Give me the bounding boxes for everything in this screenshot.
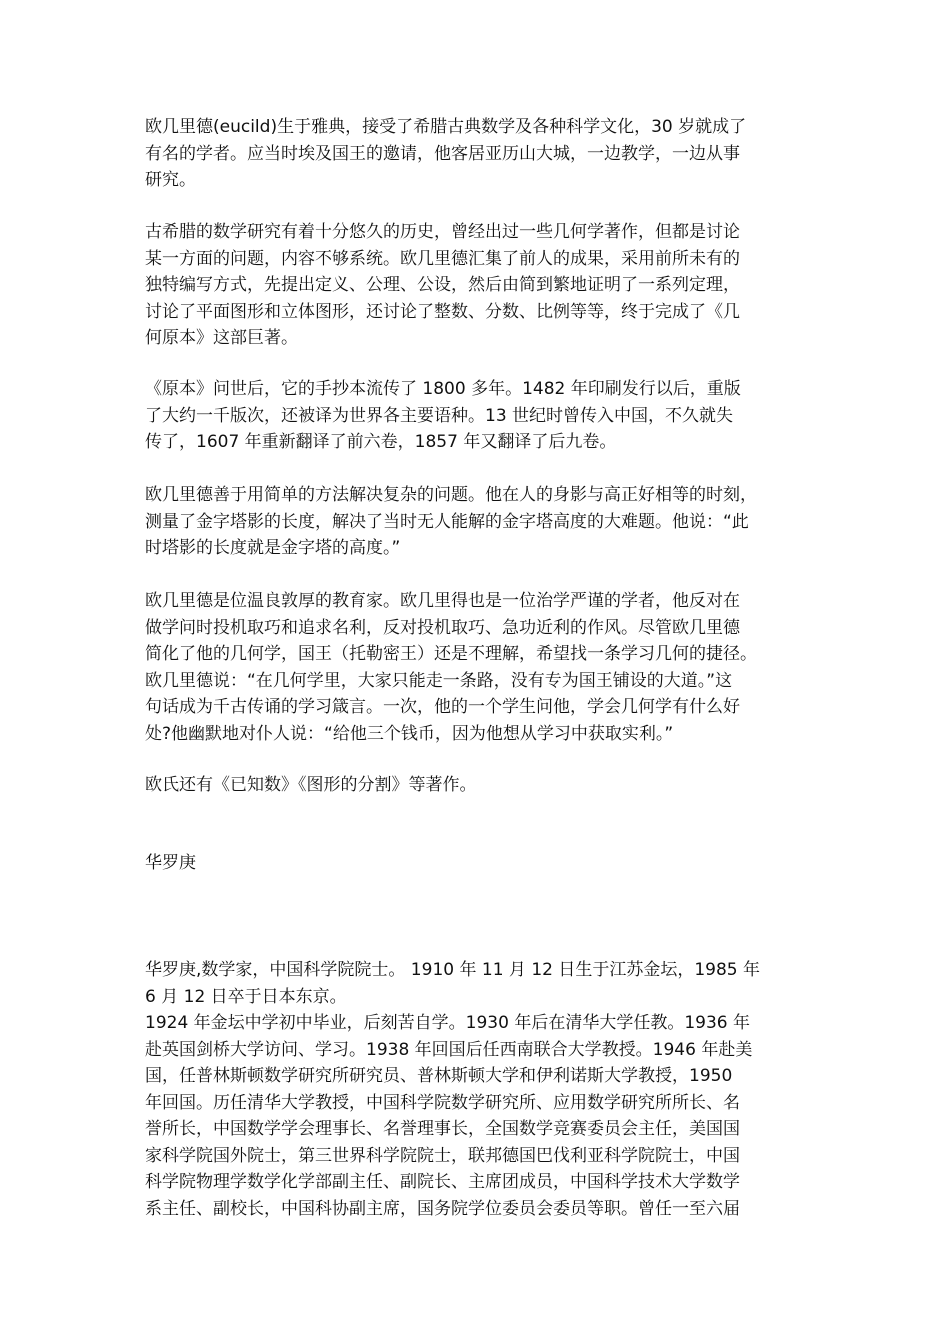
section-heading-text: 华罗庚 [145, 853, 196, 873]
text-line: 有名的学者。应当时埃及国王的邀请，他客居亚历山大城，一边教学，一边从事 [145, 143, 740, 164]
text-line: 系主任、副校长，中国科协副主席，国务院学位委员会委员等职。曾任一至六届 [145, 1198, 740, 1219]
paragraph-euclid-elements [145, 219, 815, 352]
text-line: 欧氏还有《已知数》《图形的分割》等著作。 [145, 775, 477, 795]
text-line: 某一方面的问题，内容不够系统。欧几里德汇集了前人的成果，采用前所未有的 [145, 248, 740, 269]
section-heading [145, 850, 815, 877]
text-line: 欧几里德(eucild)生于雅典，接受了希腊古典数学及各种科学文化，30 岁就成了 [145, 117, 747, 137]
text-line: 华罗庚,数学家，中国科学院院士。 1910 年 11 月 12 日生于江苏金坛，1985 年 [145, 960, 761, 980]
paragraph-other-works [145, 772, 815, 799]
text-line: 6 月 12 日卒于日本东京。 [145, 986, 347, 1007]
text-line: 《原本》问世后，它的手抄本流传了 1800 多年。1482 年印刷发行以后，重版 [145, 379, 741, 399]
text-line: 欧几里德是位温良敦厚的教育家。欧几里得也是一位治学严谨的学者，他反对在 [145, 591, 740, 611]
text-line: 处?他幽默地对仆人说：“给他三个钱币，因为他想从学习中获取实利。” [145, 723, 674, 744]
text-line: 做学问时投机取巧和追求名利，反对投机取巧、急功近利的作风。尽管欧几里德 [145, 617, 740, 638]
text-line: 科学院物理学数学化学部副主任、副院长、主席团成员，中国科学技术大学数学 [145, 1172, 740, 1192]
text-line: 测量了金字塔影的长度，解决了当时无人能解的金字塔高度的大难题。他说：“此 [145, 511, 749, 532]
text-line: 时塔影的长度就是金字塔的高度。” [145, 538, 401, 558]
paragraph-hua-intro [145, 957, 815, 1222]
text-line: 独特编写方式，先提出定义、公理、公设，然后由简到繁地证明了一系列定理， [145, 275, 740, 295]
text-line: 欧几里德说：“在几何学里，大家只能走一条路，没有专为国王铺设的大道。”这 [145, 670, 733, 691]
text-line: 了大约一千版次，还被译为世界各主要语种。13 世纪时曾传入中国，不久就失 [145, 405, 734, 426]
text-line: 研究。 [145, 170, 196, 190]
paragraph-euclid-intro [145, 114, 815, 194]
text-line: 赴英国剑桥大学访问、学习。1938 年回国后任西南联合大学教授。1946 年赴美 [145, 1039, 753, 1060]
text-line: 句话成为千古传诵的学习箴言。一次，他的一个学生问他，学会几何学有什么好 [145, 697, 740, 717]
text-line: 欧几里德善于用简单的方法解决复杂的问题。他在人的身影与高正好相等的时刻， [145, 485, 757, 505]
text-line: 何原本》这部巨著。 [145, 328, 298, 348]
paragraph-educator [145, 588, 815, 747]
text-line: 家科学院国外院士，第三世界科学院院士，联邦德国巴伐利亚科学院院士，中国 [145, 1145, 740, 1166]
text-line: 简化了他的几何学，国王（托勒密王）还是不理解，希望找一条学习几何的捷径。 [145, 644, 757, 664]
text-line: 年回国。历任清华大学教授，中国科学院数学研究所、应用数学研究所所长、名 [145, 1092, 740, 1113]
text-line: 传了，1607 年重新翻译了前六卷，1857 年又翻译了后九卷。 [145, 432, 617, 452]
text-line: 古希腊的数学研究有着十分悠久的历史，曾经出过一些几何学著作，但都是讨论 [145, 222, 740, 242]
paragraph-pyramid-shadow [145, 482, 815, 562]
paragraph-elements-history [145, 376, 815, 456]
text-line: 国，任普林斯顿数学研究所研究员、普林斯顿大学和伊利诺斯大学教授，1950 [145, 1066, 733, 1086]
text-line: 1924 年金坛中学初中毕业，后刻苦自学。1930 年后在清华大学任教。1936 年 [145, 1013, 751, 1033]
text-line: 讨论了平面图形和立体图形，还讨论了整数、分数、比例等等，终于完成了《几 [145, 301, 740, 322]
text-line: 誉所长，中国数学学会理事长、名誉理事长，全国数学竞赛委员会主任，美国国 [145, 1119, 740, 1139]
